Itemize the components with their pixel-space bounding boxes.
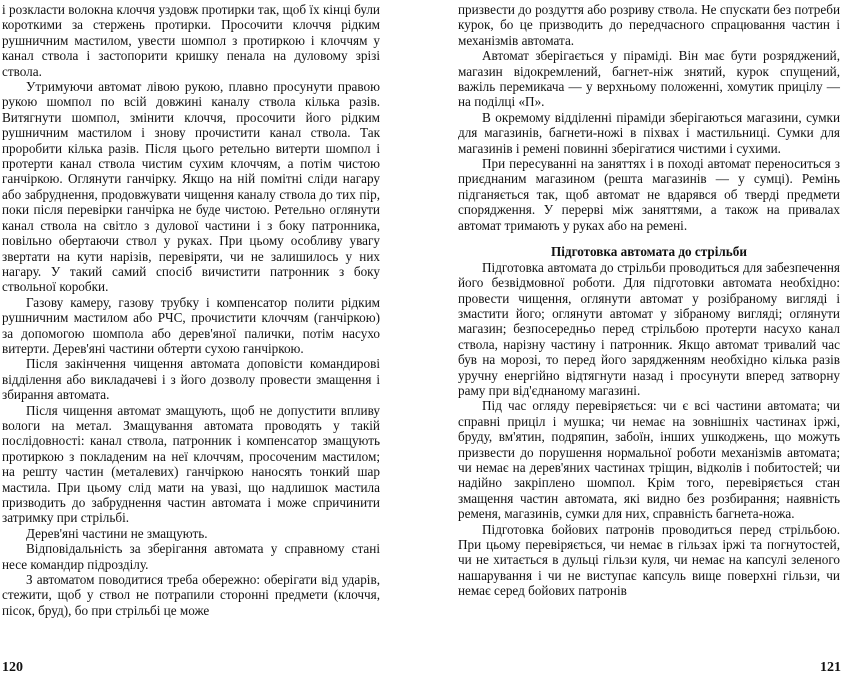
paragraph: Газову камеру, газову трубку і компенсатор полити рідким рушничним мастилом або РЧС, прочистити клоччям (ганчіркою) за допомогою шомпола або дерев'яної палички, потім насухо витерти. Дерев'яні частини обтерти сухою ганчіркою. — [2, 294, 380, 356]
paragraph: Під час огляду перевіряється: чи є всі частини автомата; чи справні приціл і мушка; чи немає на зовнішніх частинах іржі, бруду, вм'ятин, подряпин, забоїн, інших ушкоджень, що можуть призвести до порушення нормальної роботи механізмів автомата; чи немає на дерев'яних частинах тріщин, відколів і побитостей; чи надійно закріплено шомпол. Крім того, перевіряється стан змащення частин автомата, які видно без розбирання; наявність ременя, магазинів, сумки для них, справність багнета-ножа. — [458, 398, 840, 522]
section-heading: Підготовка автомата до стрільби — [551, 244, 747, 260]
paragraph: Після чищення автомат змащують, щоб не допустити впливу вологи на метал. Змащування автомата проводять у такій послідовності: канал ствола, патронник і компенсатор змащують протиркою з покладеним на неї клоччям, просоченим мастилом; на решту частин (металевих) ганчіркою наносять тонкий шар мастила. При цьому слід мати на увазі, що надлишок мастила призводить до забруднення частин автомата і може спричинити затримку при стрільбі. — [2, 402, 380, 526]
paragraph: З автоматом поводитися треба обережно: оберігати від ударів, стежити, щоб у ствол не потрапили сторонні предмети (клоччя, пісок, бруд), бо при стрільбі це може — [2, 572, 380, 618]
paragraph: Дерев'яні частини не змащують. — [26, 525, 208, 541]
paragraph: Підготовка автомата до стрільби проводиться для забезпечення його безвідмовної роботи. Для підготовки автомата необхідно: провести чищення, оглянути автомат у розібраному вигляді і змастити його; оглянути автомат у зібраному вигляді; оглянути магазин; безпосередньо перед стрільбою протерти насухо канал ствола, нарізну частину і патронник. Якщо автомат тривалий час був на морозі, то перед його зарядженням необхідно кілька разів уручну енергійно відтягнути назад і просунути вперед затворну раму при від'єднаному магазині. — [458, 259, 840, 398]
left-page-text — [2, 2, 380, 618]
paragraph: призвести до роздуття або розриву ствола. Не спускати без потреби курок, бо це призводить до передчасного спрацювання частин і механізмів автомата. — [458, 2, 840, 48]
paragraph: Автомат зберігається у піраміді. Він має бути розряджений, магазин відокремлений, багнет-ніж знятий, курок спущений, важіль перемикача — у верхньому положенні, хомутик прицілу — на поділці «П». — [458, 48, 840, 110]
paragraph: Утримуючи автомат лівою рукою, плавно просунути правою рукою шомпол по всій довжині каналу ствола кілька разів. Витягнути шомпол, змінити клоччя, просочити його рідким рушничним мастилом і знову прочистити канал ствола. Так проробити кілька разів. Після цього ретельно витерти шомпол і протерти канал ствола чистим сухим клоччям, а потім чистою ганчіркою. Оглянути ганчірку. Якщо на ній помітні сліди нагару або забруднення, продовжувати чищення каналу ствола до тих пір, поки після перевірки ганчірка не буде чистою. Ретельно оглянути канал ствола на світло з дулової частини і з боку патронника, повільно обертаючи ствол у руках. При цьому особливу увагу звертати на кути нарізів, перевіряти, чи не залишилось у них нагару. У такий самий спосіб вичистити патронник з боку ствольної коробки. — [2, 79, 380, 295]
paragraph: Після закінчення чищення автомата доповісти командирові відділення або викладачеві і з його дозволу провести змащення і збирання автомата. — [2, 356, 380, 403]
page-number-right: 121 — [820, 660, 841, 675]
paragraph: При пересуванні на заняттях і в поході автомат переноситься з приєднаним магазином (решта магазинів — у сумці). Ремінь підганяється так, щоб автомат не вдарявся об тверді предмети спорядження. У перерві між заняттями, а також на привалах автомат тримають у руках або на ремені. — [458, 156, 840, 233]
paragraph: Підготовка бойових патронів проводиться перед стрільбою. При цьому перевіряється, чи немає в гільзах іржі та погнутостей, чи не хитається в дульці гільзи куля, чи немає на капсулі зеленого нашарування і чи не виступає капсуль вище поверхні гільзи, чи немає серед бойових патронів — [458, 521, 840, 599]
paragraph: Відповідальність за зберігання автомата у справному стані несе командир підрозділу. — [2, 541, 380, 572]
paragraph: і розкласти волокна клоччя уздовж протирки так, щоб їх кінці були короткими за стержень протирки. Просочити клоччя рідким рушничним мастилом, увести шомпол з протиркою і клоччям у канал ствола і застопорити кришку пенала на дуловому зрізі ствола. — [2, 2, 380, 79]
paragraph: В окремому відділенні піраміди зберігаються магазини, сумки для магазинів, багнети-ножі в піхвах і мастильниці. Сумки для магазинів і ремені повинні зберігатися чистими і сухими. — [458, 109, 840, 156]
page-number-left: 120 — [2, 660, 23, 675]
right-page-text — [458, 2, 840, 599]
